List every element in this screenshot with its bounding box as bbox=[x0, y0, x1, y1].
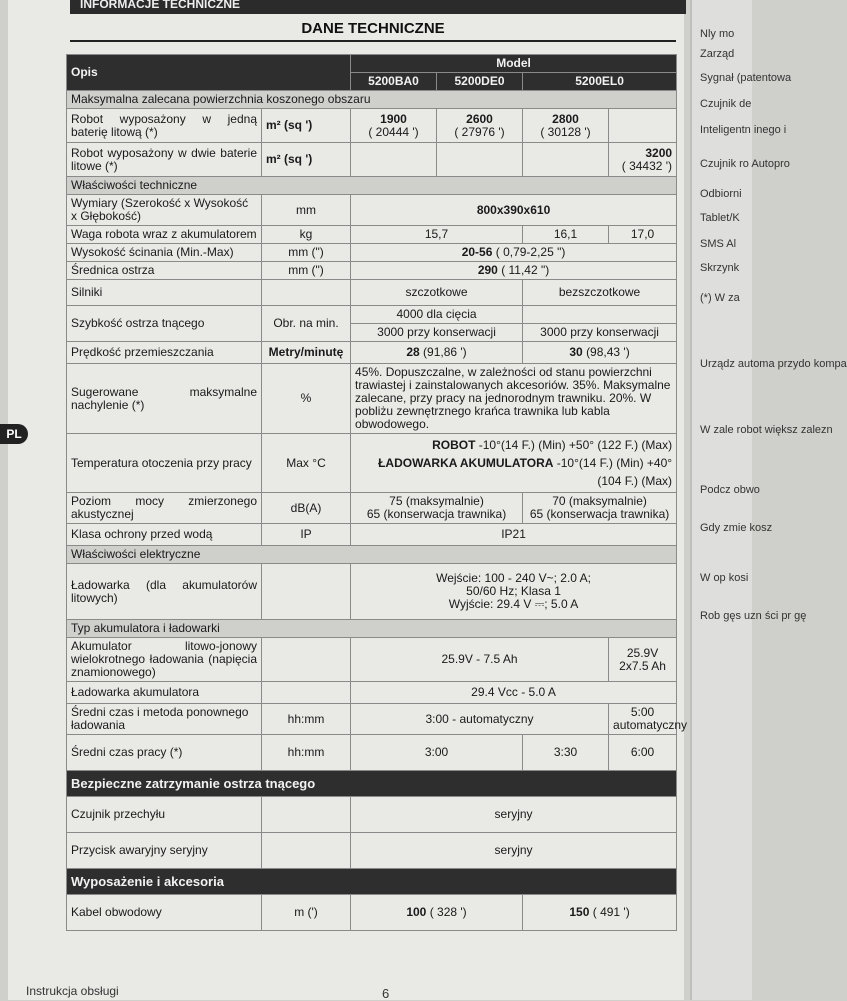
cell-value: 4000 dla cięcia bbox=[351, 306, 523, 324]
adjacent-text: W op kosi bbox=[700, 572, 749, 584]
adjacent-text: Tablet/K bbox=[700, 212, 740, 224]
adjacent-text: (*) W za bbox=[700, 292, 740, 304]
cell-value: 3200 bbox=[645, 145, 673, 160]
section-row: Właściwości elektryczne bbox=[67, 546, 677, 564]
cell-value: ( 34432 ') bbox=[621, 158, 673, 173]
cell-value: Wejście: 100 - 240 V~; 2.0 A; bbox=[436, 571, 591, 585]
cell-value: 16,1 bbox=[523, 226, 609, 244]
adjacent-text: Inteligentn inego i bbox=[700, 124, 787, 136]
adjacent-text: Podcz obwo bbox=[700, 484, 760, 496]
adjacent-text: Urządz automa przydo kompa bbox=[700, 358, 847, 370]
row-unit: mm (") bbox=[262, 244, 351, 262]
cell-value: seryjny bbox=[351, 797, 677, 833]
cell-value: seryjny bbox=[351, 833, 677, 869]
row-unit: mm bbox=[262, 195, 351, 226]
table-row bbox=[67, 833, 677, 869]
table-row bbox=[67, 797, 677, 833]
section-row: Wyposażenie i akcesoria bbox=[67, 869, 677, 895]
cell-value: 3000 przy konserwacji bbox=[523, 324, 677, 342]
section-heading: INFORMACJE TECHNICZNE bbox=[70, 0, 686, 14]
table-row bbox=[67, 244, 677, 262]
row-label: Kabel obwodowy bbox=[67, 895, 262, 931]
row-label: Czujnik przechyłu bbox=[67, 797, 262, 833]
row-unit: m (') bbox=[262, 895, 351, 931]
cell-value: 29.4 Vcc - 5.0 A bbox=[351, 682, 677, 704]
cell-value: 25.9V - 7.5 Ah bbox=[351, 638, 609, 682]
row-label: Robot wyposażony w dwie baterie litowe (*) bbox=[67, 143, 262, 177]
table-row bbox=[67, 564, 677, 620]
cell-value: 3:30 bbox=[523, 735, 609, 771]
adjacent-text: Zarząd bbox=[700, 48, 735, 60]
row-unit: mm (") bbox=[262, 262, 351, 280]
cell-value: 3000 przy konserwacji bbox=[351, 324, 523, 342]
row-label: Ładowarka akumulatora bbox=[67, 682, 262, 704]
cell-value: 30 bbox=[569, 345, 583, 359]
cell-value: szczotkowe bbox=[351, 280, 523, 306]
cell-value: 2x7.5 Ah bbox=[619, 658, 666, 673]
cell-value: ( 27976 ') bbox=[454, 124, 505, 139]
row-unit: m² (sq ') bbox=[262, 143, 351, 177]
row-label: Średnica ostrza bbox=[67, 262, 262, 280]
cell-value: ( 20444 ') bbox=[368, 124, 419, 139]
table-row bbox=[67, 226, 677, 244]
cell-value: 17,0 bbox=[609, 226, 677, 244]
row-unit: % bbox=[262, 364, 351, 434]
cell-value: -10°(14 F.) (Min) +50° (122 F.) (Max) bbox=[478, 438, 673, 452]
cell-value: 65 (konserwacja trawnika) bbox=[366, 507, 507, 521]
adjacent-text: SMS Al bbox=[700, 238, 737, 250]
cell-value: ŁADOWARKA AKUMULATORA bbox=[378, 456, 554, 470]
cell-value: 1900 bbox=[380, 111, 407, 126]
table-row bbox=[67, 109, 677, 143]
table-row bbox=[67, 143, 677, 177]
cell-value: 25.9V bbox=[626, 645, 659, 660]
footer-label: Instrukcja obsługi bbox=[26, 984, 119, 998]
page-number: 6 bbox=[382, 986, 390, 1001]
cell-value: (91,86 ') bbox=[423, 345, 467, 359]
table-row bbox=[67, 262, 677, 280]
cell-value: IP21 bbox=[351, 524, 677, 546]
cell-value: 28 bbox=[406, 345, 420, 359]
row-label: Klasa ochrony przed wodą bbox=[67, 524, 262, 546]
cell-value: 2600 bbox=[466, 111, 493, 126]
opis-header: Opis bbox=[67, 55, 351, 91]
cell-value: 3:00 - automatyczny bbox=[351, 704, 609, 735]
table-row bbox=[67, 280, 677, 306]
cell-value: ROBOT bbox=[432, 438, 476, 452]
cell-value: 50/60 Hz; Klasa 1 bbox=[466, 584, 561, 598]
cell-value: 45%. Dopuszczalne, w zależności od stanu powierzchni trawiastej i zainstalowanych akcesoriów. 35%. Maksymalne zalecane, przy pracy na jednorodnym trawniku. 20%. W pobliżu zewnętrznego krańca trawnika lub kabla obwodowego. bbox=[351, 364, 677, 434]
adjacent-text: Skrzynk bbox=[700, 262, 740, 274]
row-unit: kg bbox=[262, 226, 351, 244]
table-row bbox=[67, 306, 677, 324]
row-unit: Metry/minutę bbox=[262, 342, 351, 364]
adjacent-text: Rob gęs uzn ści pr gę bbox=[700, 610, 807, 622]
row-label: Prędkość przemieszczania bbox=[67, 342, 262, 364]
row-label: Ładowarka (dla akumulatorów litowych) bbox=[67, 564, 262, 620]
cell-value: 65 (konserwacja trawnika) bbox=[529, 507, 670, 521]
header-row bbox=[67, 55, 677, 73]
cell-value: ( 11,42 ") bbox=[501, 263, 550, 277]
cell-value: 75 (maksymalnie) bbox=[389, 494, 484, 508]
adjacent-page bbox=[690, 0, 847, 1000]
adjacent-text: Gdy zmie kosz bbox=[700, 522, 773, 534]
cell-value: 2800 bbox=[552, 111, 579, 126]
row-unit: hh:mm bbox=[262, 704, 351, 735]
row-label: Poziom mocy zmierzonego akustycznej bbox=[67, 493, 262, 524]
section-row: Maksymalna zalecana powierzchnia koszonego obszaru bbox=[67, 91, 677, 109]
table-row bbox=[67, 638, 677, 682]
row-unit: Max °C bbox=[262, 434, 351, 493]
table-row bbox=[67, 195, 677, 226]
cell-value: 800x390x610 bbox=[351, 195, 677, 226]
cell-value: (98,43 ') bbox=[586, 345, 630, 359]
cell-value: 15,7 bbox=[351, 226, 523, 244]
cell-value: 100 bbox=[406, 905, 427, 919]
cell-value: Wyjście: 29.4 V ⎓; 5.0 A bbox=[448, 597, 579, 611]
row-label: Waga robota wraz z akumulatorem bbox=[67, 226, 262, 244]
page-title: DANE TECHNICZNE bbox=[70, 16, 676, 42]
row-unit: IP bbox=[262, 524, 351, 546]
cell-value: ( 491 ') bbox=[592, 905, 630, 919]
adjacent-text: Czujnik ro Autopro bbox=[700, 158, 790, 170]
cell-value: 6:00 bbox=[609, 735, 677, 771]
row-unit: hh:mm bbox=[262, 735, 351, 771]
table-row bbox=[67, 493, 677, 524]
row-unit: m² (sq ') bbox=[262, 109, 351, 143]
table-row bbox=[67, 342, 677, 364]
row-label: Szybkość ostrza tnącego bbox=[67, 306, 262, 342]
row-label: Akumulator litowo-jonowy wielokrotnego ładowania (napięcia znamionowego) bbox=[67, 638, 262, 682]
cell-value: ( 328 ') bbox=[429, 905, 467, 919]
cell-value: -10°(14 F.) (Min) +40° (104 F.) (Max) bbox=[556, 456, 673, 488]
table-row bbox=[67, 735, 677, 771]
row-label: Wysokość ścinania (Min.-Max) bbox=[67, 244, 262, 262]
row-label: Robot wyposażony w jedną baterię litową (*) bbox=[67, 109, 262, 143]
model-header: Model bbox=[351, 55, 677, 73]
adjacent-text: Sygnał (patentowa bbox=[700, 72, 792, 84]
row-label: Średni czas pracy (*) bbox=[67, 735, 262, 771]
cell-value: ( 0,79-2,25 ") bbox=[495, 245, 566, 259]
cell-value: ( 30128 ') bbox=[540, 124, 591, 139]
row-label: Wymiary (Szerokość x Wysokość x Głębokość) bbox=[67, 195, 262, 226]
row-unit: Obr. na min. bbox=[262, 306, 351, 342]
adjacent-text: Czujnik de bbox=[700, 98, 752, 110]
cell-value: automatyczny bbox=[613, 718, 688, 732]
cell-value: 290 bbox=[477, 263, 498, 277]
row-label: Temperatura otoczenia przy pracy bbox=[67, 434, 262, 493]
cell-value: 150 bbox=[569, 905, 590, 919]
section-row: Typ akumulatora i ładowarki bbox=[67, 620, 677, 638]
table-row bbox=[67, 704, 677, 735]
table-row bbox=[67, 895, 677, 931]
technical-data-table bbox=[66, 54, 688, 931]
model-name: 5200DE0 bbox=[437, 73, 523, 91]
section-row: Właściwości techniczne bbox=[67, 177, 677, 195]
table-row bbox=[67, 364, 677, 434]
cell-value: bezszczotkowe bbox=[523, 280, 677, 306]
table-row bbox=[67, 434, 677, 493]
adjacent-text: W zale robot większ zalezn bbox=[700, 424, 833, 436]
row-label: Przycisk awaryjny seryjny bbox=[67, 833, 262, 869]
manual-page bbox=[8, 0, 688, 1001]
language-tab: PL bbox=[0, 424, 28, 444]
adjacent-text: Odbiorni bbox=[700, 188, 742, 200]
model-name: 5200EL0 bbox=[523, 73, 677, 91]
cell-value: 3:00 bbox=[351, 735, 523, 771]
row-label: Silniki bbox=[67, 280, 262, 306]
table-row bbox=[67, 524, 677, 546]
cell-value: 70 (maksymalnie) bbox=[552, 494, 647, 508]
adjacent-text: Nly mo bbox=[700, 28, 735, 40]
row-label: Sugerowane maksymalne nachylenie (*) bbox=[67, 364, 262, 434]
cell-value: 20-56 bbox=[461, 245, 493, 259]
row-unit: dB(A) bbox=[262, 493, 351, 524]
model-name: 5200BA0 bbox=[351, 73, 437, 91]
table-row bbox=[67, 682, 677, 704]
row-label: Średni czas i metoda ponownego ładowania bbox=[67, 704, 262, 735]
cell-value: 5:00 bbox=[630, 705, 655, 719]
section-row: Bezpieczne zatrzymanie ostrza tnącego bbox=[67, 771, 677, 797]
